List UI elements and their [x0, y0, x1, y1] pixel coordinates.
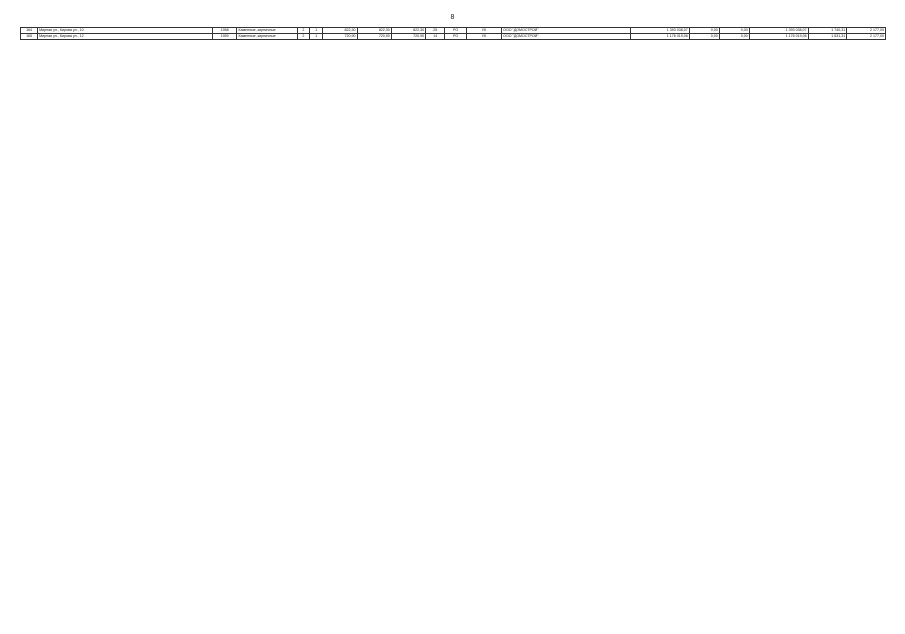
table-cell: УК	[466, 28, 501, 34]
table-cell: 2 177,00	[847, 28, 886, 34]
table-cell: 822,30	[323, 28, 357, 34]
table-cell: 720,90	[357, 34, 391, 40]
table-cell: 1 393 038,07	[630, 28, 689, 34]
table-cell: 822,30	[391, 28, 425, 34]
table-cell: 720,90	[323, 34, 357, 40]
table-cell: ООО "ДОМОСТРОЙ"	[502, 34, 631, 40]
table-cell: Мирная ул., Кирова ул., 12	[38, 34, 213, 40]
table-cell: Мирная ул., Кирова ул., 10	[38, 28, 213, 34]
table-cell: 0,00	[689, 34, 719, 40]
table-cell: 1 740,31	[808, 28, 847, 34]
table-cell: 2 177,00	[847, 34, 886, 40]
table-cell: 1 176 019,06	[630, 34, 689, 40]
table-cell: 0,00	[719, 34, 749, 40]
table-cell: Каменные, кирпичные	[237, 28, 297, 34]
table-cell: Каменные, кирпичные	[237, 34, 297, 40]
housing-register-table	[20, 27, 886, 40]
table-cell: 1 176 019,06	[749, 34, 808, 40]
table-cell: 1959	[212, 34, 237, 40]
table-cell: 165	[21, 34, 38, 40]
table-cell: 1 393 038,07	[749, 28, 808, 34]
table-cell: РО	[445, 28, 466, 34]
table-cell: УК	[466, 34, 501, 40]
table-body	[21, 28, 886, 40]
table-cell: РО	[445, 34, 466, 40]
table-cell: 25	[426, 28, 445, 34]
table-cell: 1	[310, 28, 323, 34]
table-cell: ООО "ДОМОСТРОЙ"	[502, 28, 631, 34]
table-cell: 1 631,31	[808, 34, 847, 40]
table-cell: 822,30	[357, 28, 391, 34]
page-number: 8	[450, 14, 455, 21]
table-cell: 0,00	[689, 28, 719, 34]
table-cell: 1	[310, 34, 323, 40]
table-cell: 0,00	[719, 28, 749, 34]
table-cell: 2	[297, 34, 310, 40]
table-cell: 14	[426, 34, 445, 40]
table-row	[21, 34, 886, 40]
table-cell: 720,90	[391, 34, 425, 40]
table-cell: 164	[21, 28, 38, 34]
table-cell: 2	[297, 28, 310, 34]
table-cell: 1958	[212, 28, 237, 34]
